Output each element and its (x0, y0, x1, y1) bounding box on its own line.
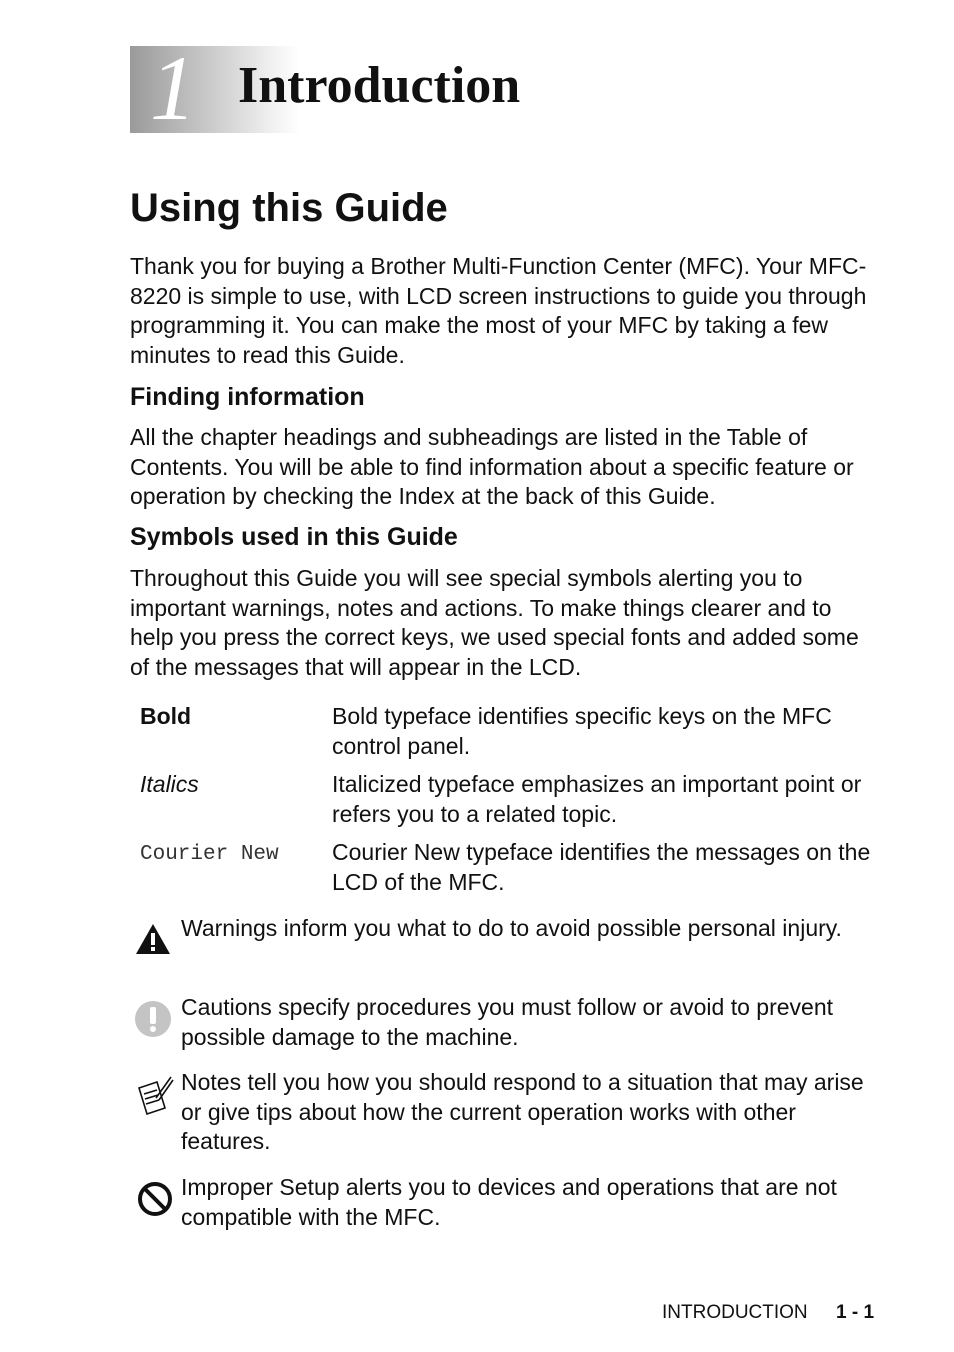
term-bold: Bold (140, 703, 192, 729)
term-courier: Courier New (140, 843, 279, 866)
finding-information-paragraph: All the chapter headings and subheadings are listed in the Table of Contents. You will be able to find information about a specific feature or operation by checking the Index at the back of this Guide. (130, 424, 854, 509)
note-text: Notes tell you how you should respond to a situation that may arise or give tips about how the current operation works with other features. (181, 1069, 864, 1154)
section-title: Using this Guide (130, 186, 448, 230)
term-italics: Italics (140, 771, 199, 797)
intro-paragraph: Thank you for buying a Brother Multi-Function Center (MFC). Your MFC-8220 is simple to use, with LCD screen instructions to guide you through programming it. You can make the most of your MFC by taking a few minutes to read this Guide. (130, 253, 867, 368)
desc-bold: Bold typeface identifies specific keys on the MFC control panel. (332, 703, 832, 759)
symbols-paragraph: Throughout this Guide you will see special symbols alerting you to important warnings, notes and actions. To make things clearer and to help you press the correct keys, we used special fonts and added some of the messages that will appear in the LCD. (130, 565, 859, 680)
warning-text: Warnings inform you what to do to avoid possible personal injury. (181, 915, 842, 941)
chapter-title: Introduction (238, 57, 521, 114)
finding-information-heading: Finding information (130, 383, 365, 411)
footer-page-number: 1 - 1 (836, 1302, 875, 1323)
symbols-heading: Symbols used in this Guide (130, 523, 458, 551)
footer-chapter-label: INTRODUCTION (662, 1302, 808, 1323)
caution-text: Cautions specify procedures you must follow or avoid to prevent possible damage to the machine. (181, 994, 833, 1050)
desc-italics: Italicized typeface emphasizes an important point or refers you to a related topic. (332, 771, 862, 827)
chapter-number: 1 (150, 37, 196, 139)
improper-setup-text: Improper Setup alerts you to devices and operations that are not compatible with the MFC. (181, 1174, 837, 1230)
desc-courier: Courier New typeface identifies the messages on the LCD of the MFC. (332, 839, 871, 895)
improper-setup-icon (136, 1180, 174, 1218)
caution-icon (134, 1000, 172, 1038)
note-icon (135, 1074, 175, 1116)
warning-icon (134, 922, 172, 956)
